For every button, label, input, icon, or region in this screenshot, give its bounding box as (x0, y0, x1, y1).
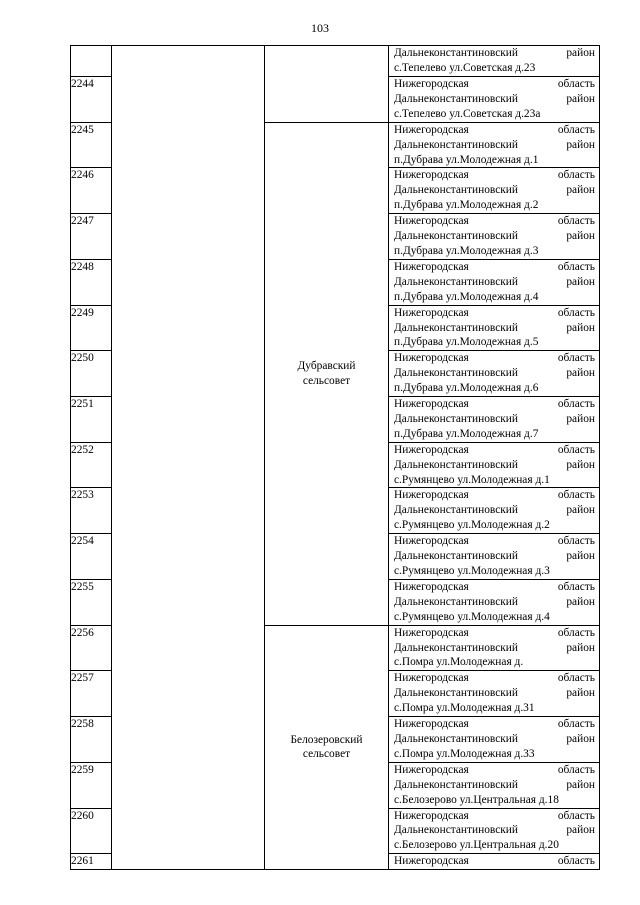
address-line: Нижегородская область (394, 535, 595, 548)
address-line: Дальнеконстантиновский район (394, 367, 595, 380)
address-table (70, 45, 600, 870)
address-line: Нижегородская область (394, 306, 595, 319)
address-line: с.Румянцево ул.Молодежная д.4 (394, 610, 550, 623)
address-line: п.Дубрава ул.Молодежная д.2 (394, 199, 539, 212)
address-line: Нижегородская область (394, 398, 595, 411)
row-number-cell: 2252 (71, 442, 112, 488)
address-line: п.Дубрава ул.Молодежная д.4 (394, 290, 539, 303)
row-number-cell: 2260 (71, 808, 112, 854)
address-line: Нижегородская область (394, 443, 595, 456)
address-line: Дальнеконстантиновский район (394, 595, 595, 608)
address-line: Нижегородская область (394, 260, 595, 273)
row-number-cell: 2246 (71, 168, 112, 214)
address-cell (389, 579, 600, 625)
address-cell (389, 442, 600, 488)
address-line: п.Дубрава ул.Молодежная д.6 (394, 382, 539, 395)
address-line: Дальнеконстантиновский район (394, 687, 595, 700)
row-number-cell: 2253 (71, 488, 112, 534)
address-cell (389, 214, 600, 260)
address-line: Дальнеконстантиновский район (394, 47, 595, 59)
council-name-cell (265, 122, 389, 625)
address-line: п.Дубрава ул.Молодежная д.7 (394, 427, 539, 440)
address-line: с.Помра ул.Молодежная д. (394, 656, 524, 669)
address-line: Нижегородская область (394, 489, 595, 502)
address-line: Нижегородская область (394, 352, 595, 365)
address-line: Дальнеконстантиновский район (394, 138, 595, 151)
row-number-cell: 2256 (71, 625, 112, 671)
address-cell (389, 305, 600, 351)
address-cell (389, 717, 600, 763)
address-cell (389, 534, 600, 580)
address-line: с.Белозерово ул.Центральная д.20 (394, 839, 559, 852)
address-cell (389, 488, 600, 534)
address-line: п.Дубрава ул.Молодежная д.5 (394, 336, 539, 349)
row-number-cell: 2248 (71, 259, 112, 305)
row-number-cell: 2254 (71, 534, 112, 580)
row-number-cell (71, 46, 112, 77)
blank-column-cell (112, 46, 265, 870)
address-line: Нижегородская область (394, 123, 595, 136)
address-line: Дальнеконстантиновский район (394, 92, 595, 105)
address-line: Нижегородская область (394, 215, 595, 228)
row-number-cell: 2247 (71, 214, 112, 260)
council-name-cell (265, 625, 389, 870)
address-line: с.Тепелево ул.Советская д.23 (394, 61, 536, 74)
address-line: Дальнеконстантиновский район (394, 184, 595, 197)
address-cell (389, 77, 600, 123)
address-cell (389, 854, 600, 870)
address-line: с.Румянцево ул.Молодежная д.1 (394, 473, 550, 486)
row-number-cell: 2249 (71, 305, 112, 351)
address-line: с.Помра ул.Молодежная д.31 (394, 702, 535, 715)
address-line: Дальнеконстантиновский район (394, 778, 595, 791)
address-line: Дальнеконстантиновский район (394, 275, 595, 288)
row-number-cell: 2250 (71, 351, 112, 397)
address-cell (389, 625, 600, 671)
row-number-cell: 2257 (71, 671, 112, 717)
address-line: Нижегородская область (394, 855, 595, 868)
address-line: с.Румянцево ул.Молодежная д.3 (394, 565, 550, 577)
address-cell (389, 259, 600, 305)
address-cell (389, 46, 600, 77)
row-number-cell: 2258 (71, 717, 112, 763)
row-number-cell: 2244 (71, 77, 112, 123)
address-line: Нижегородская область (394, 78, 595, 90)
address-line: с.Румянцево ул.Молодежная д.2 (394, 519, 550, 532)
council-name-line: Дубравский (297, 359, 356, 372)
row-number-cell: 2261 (71, 854, 112, 870)
address-line: Нижегородская область (394, 672, 595, 685)
address-cell (389, 397, 600, 443)
council-name-line: сельсовет (302, 374, 351, 387)
address-line: Дальнеконстантиновский район (394, 550, 595, 563)
address-line: Нижегородская область (394, 718, 595, 731)
address-cell (389, 671, 600, 717)
address-line: Дальнеконстантиновский район (394, 824, 595, 837)
address-line: п.Дубрава ул.Молодежная д.3 (394, 244, 539, 257)
row-number-cell: 2255 (71, 579, 112, 625)
address-line: Дальнеконстантиновский район (394, 504, 595, 517)
council-name-line: Белозеровский (290, 733, 363, 746)
council-name-line: сельсовет (302, 748, 351, 761)
address-cell (389, 762, 600, 808)
address-line: Дальнеконстантиновский район (394, 321, 595, 334)
address-cell (389, 168, 600, 214)
page-number: 103 (311, 21, 329, 35)
address-cell (389, 122, 600, 168)
address-line: Нижегородская область (394, 626, 595, 639)
row-number-cell: 2245 (71, 122, 112, 168)
table-row (71, 46, 600, 77)
address-line: Дальнеконстантиновский район (394, 412, 595, 425)
address-cell (389, 808, 600, 854)
address-line: с.Белозерово ул.Центральная д.18 (394, 793, 559, 806)
address-line: п.Дубрава ул.Молодежная д.1 (394, 153, 539, 166)
address-line: с.Помра ул.Молодежная д.33 (394, 747, 535, 760)
address-line: Нижегородская область (394, 580, 595, 593)
address-line: Дальнеконстантиновский район (394, 732, 595, 745)
council-cell (265, 46, 389, 123)
address-line: с.Тепелево ул.Советская д.23а (394, 107, 541, 120)
address-cell (389, 351, 600, 397)
address-line: Дальнеконстантиновский район (394, 641, 595, 654)
address-line: Дальнеконстантиновский район (394, 230, 595, 243)
address-line: Дальнеконстантиновский район (394, 458, 595, 471)
address-line: Нижегородская область (394, 809, 595, 822)
row-number-cell: 2251 (71, 397, 112, 443)
address-line: Нижегородская область (394, 763, 595, 776)
row-number-cell: 2259 (71, 762, 112, 808)
address-line: Нижегородская область (394, 169, 595, 182)
